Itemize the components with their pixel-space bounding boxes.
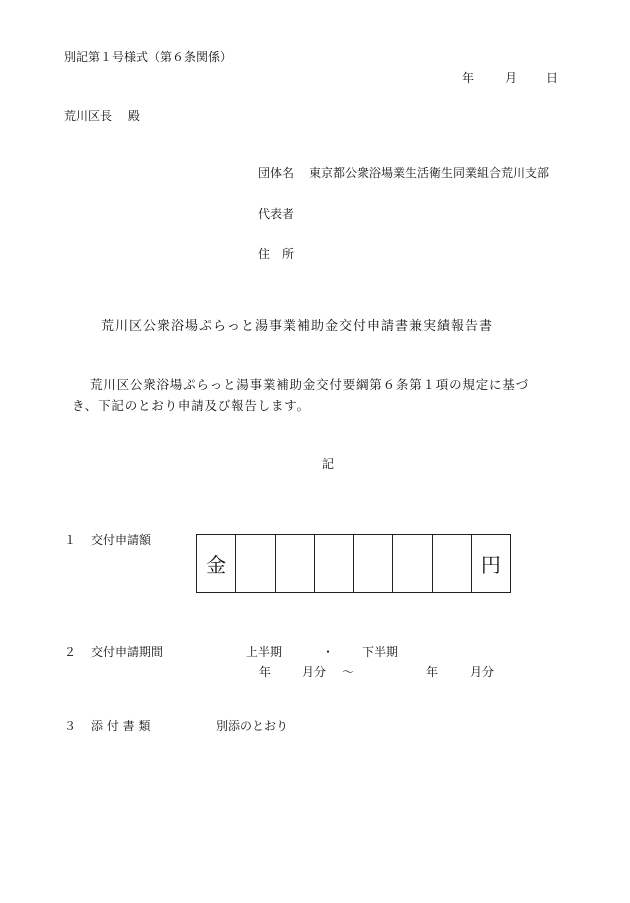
amount-prefix: 金 bbox=[197, 535, 236, 592]
end-year-label: 年 bbox=[426, 665, 439, 679]
first-half-option[interactable]: 上半期 bbox=[246, 645, 283, 659]
period-tilde: ～ bbox=[342, 665, 355, 679]
amount-digit-2[interactable] bbox=[276, 535, 315, 592]
item-3-value: 別添のとおり bbox=[216, 719, 289, 733]
body-line-1: 荒川区公衆浴場ぷらっと湯事業補助金交付要綱第６条第１項の規定に基づ bbox=[90, 377, 529, 392]
org-value: 東京都公衆浴場業生活衛生同業組合荒川支部 bbox=[309, 166, 550, 180]
amount-digit-5[interactable] bbox=[393, 535, 432, 592]
date-year-label: 年 bbox=[462, 71, 475, 85]
amount-digit-4[interactable] bbox=[354, 535, 393, 592]
amount-box bbox=[196, 534, 511, 593]
org-label: 団体名 bbox=[258, 166, 295, 180]
start-year-label: 年 bbox=[259, 665, 272, 679]
item-3-number: ３ bbox=[64, 719, 77, 733]
item-2-number: ２ bbox=[64, 645, 77, 659]
form-identifier: 別記第１号様式（第６条関係） bbox=[64, 50, 233, 64]
option-separator: ・ bbox=[322, 645, 335, 659]
amount-suffix: 円 bbox=[480, 553, 501, 577]
date-month-label: 月 bbox=[505, 71, 518, 85]
item-1-number: １ bbox=[64, 533, 77, 547]
item-2-label: 交付申請期間 bbox=[91, 645, 164, 659]
item-1-label: 交付申請額 bbox=[91, 533, 152, 547]
date-day-label: 日 bbox=[546, 71, 559, 85]
item-3-label: 添 付 書 類 bbox=[91, 719, 151, 733]
body-line-2: き、下記のとおり申請及び報告します。 bbox=[72, 398, 310, 413]
document-title: 荒川区公衆浴場ぷらっと湯事業補助金交付申請書兼実績報告書 bbox=[101, 319, 494, 334]
addressee: 荒川区長 殿 bbox=[64, 109, 140, 123]
second-half-option[interactable]: 下半期 bbox=[362, 645, 399, 659]
start-month-label: 月分 bbox=[302, 665, 327, 679]
amount-digit-3[interactable] bbox=[315, 535, 354, 592]
ki-heading: 記 bbox=[322, 457, 335, 471]
representative-label: 代表者 bbox=[258, 207, 295, 221]
address-label: 住 所 bbox=[258, 247, 295, 261]
amount-digit-6[interactable] bbox=[433, 535, 472, 592]
end-month-label: 月分 bbox=[470, 665, 495, 679]
amount-digit-1[interactable] bbox=[236, 535, 275, 592]
